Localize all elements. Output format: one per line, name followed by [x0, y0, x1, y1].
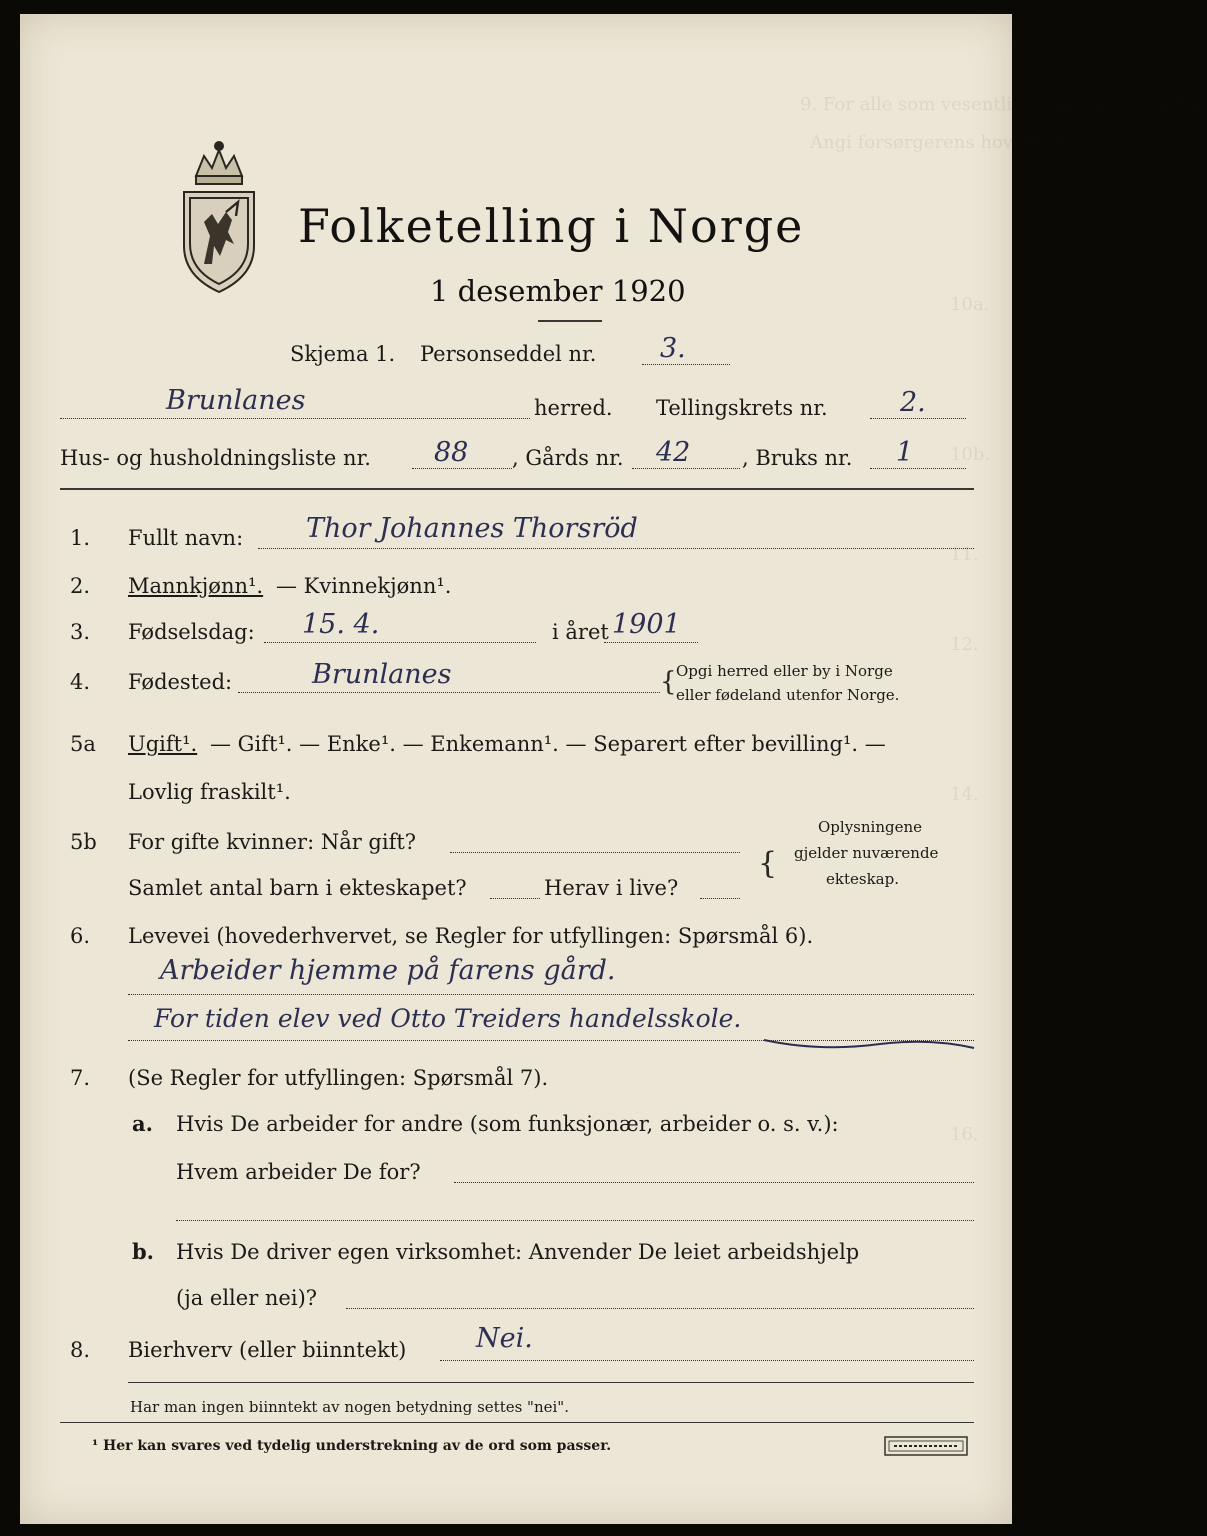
q5b-number: 5b	[70, 830, 97, 854]
gards-value[interactable]: 42	[656, 437, 691, 468]
q5b-note-2: gjelder nuværende	[794, 844, 939, 862]
q6-number: 6.	[70, 924, 91, 948]
bruks-label: , Bruks nr.	[742, 446, 853, 470]
birth-day-value[interactable]: 15. 4.	[302, 609, 380, 640]
q7a-label: a.	[132, 1111, 153, 1136]
birth-year-value[interactable]: 1901	[612, 609, 681, 640]
handwritten-underline	[760, 1032, 980, 1054]
q8-number: 8.	[70, 1338, 91, 1362]
sex-male-option[interactable]: Mannkjønn¹.	[128, 574, 264, 598]
herred-value[interactable]: Brunlanes	[166, 385, 306, 416]
q1-number: 1.	[70, 526, 91, 550]
q2-number: 2.	[70, 574, 91, 598]
full-name-value[interactable]: Thor Johannes Thorsröd	[306, 513, 638, 544]
footnote: ¹ Her kan svares ved tydelig understrekning av de ord som passer.	[92, 1438, 612, 1454]
q7b-label: b.	[132, 1239, 154, 1264]
q7b-question: (ja eller nei)?	[176, 1286, 318, 1310]
side-income-value[interactable]: Nei.	[476, 1323, 533, 1354]
form-title: Folketelling i Norge	[298, 199, 805, 253]
q7a-text: Hvis De arbeider for andre (som funksjonær, arbeider o. s. v.):	[176, 1112, 839, 1136]
herred-label: herred.	[534, 396, 613, 420]
note-brace: {	[660, 667, 677, 697]
q3-number: 3.	[70, 620, 91, 644]
bruks-value[interactable]: 1	[896, 437, 914, 468]
q7b-text: Hvis De driver egen virksomhet: Anvender De leiet arbeidshjelp	[176, 1240, 860, 1264]
q1-label: Fullt navn:	[128, 526, 244, 550]
personseddel-value[interactable]: 3.	[660, 333, 686, 364]
occupation-answer-line-1[interactable]: Arbeider hjemme på farens gård.	[160, 955, 616, 986]
q4-label: Fødested:	[128, 670, 233, 694]
personseddel-label: Personseddel nr.	[420, 342, 597, 366]
hus-label: Hus- og husholdningsliste nr.	[60, 446, 371, 470]
printer-stamp-icon	[884, 1436, 968, 1456]
q7a-question: Hvem arbeider De for?	[176, 1160, 421, 1184]
gards-label: , Gårds nr.	[512, 446, 624, 470]
q7-label: (Se Regler for utfyllingen: Spørsmål 7).	[128, 1066, 549, 1090]
census-date: 1 desember 1920	[430, 274, 686, 308]
q5b-children-label: Samlet antal barn i ekteskapet?	[128, 876, 467, 900]
q5b-alive-label: Herav i live?	[544, 876, 679, 900]
year-label: i året	[552, 620, 609, 644]
q5b-note-1: Oplysningene	[818, 818, 923, 836]
q8-label: Bierhverv (eller biinntekt)	[128, 1338, 407, 1362]
birthplace-note-2: eller fødeland utenfor Norge.	[676, 686, 900, 704]
q5b-brace: {	[758, 846, 778, 881]
q7-number: 7.	[70, 1066, 91, 1090]
q6-label: Levevei (hovederhvervet, se Regler for utfyllingen: Spørsmål 6).	[128, 924, 814, 948]
sex-female-option[interactable]: — Kvinnekjønn¹.	[276, 574, 452, 598]
birthplace-note-1: Opgi herred eller by i Norge	[676, 662, 893, 680]
occupation-answer-line-2[interactable]: For tiden elev ved Otto Treiders handelsskole.	[154, 1004, 742, 1033]
hus-value[interactable]: 88	[434, 437, 469, 468]
birthplace-value[interactable]: Brunlanes	[312, 659, 452, 690]
title-divider	[538, 320, 602, 322]
q5b-note-3: ekteskap.	[826, 870, 899, 888]
schema-label: Skjema 1.	[290, 342, 396, 366]
tellingskrets-label: Tellingskrets nr.	[656, 396, 828, 420]
census-form-page: 9. For alle som vesentlig forsørges av andre: Angi forsørgerens hovederhverv 10a. 10b. 11. 12. 14. 16. Folketelling i Norge 1 desember 1920 Skjema 1. Personseddel nr. 3. Brunlanes herred. Tellingskrets nr. 2. Hus- og husholdningsliste nr. 88 , Gårds nr. 42 , Bruks nr. 1 1. Fullt navn: Thor Johannes Thorsröd 2. Mannkjønn¹. — Kvinnekjønn¹. 3. Fødselsdag: 15. 4. i året 1901 4. Fødested: Brunlanes { Opgi herred eller by i Norge eller fødeland utenfor Norge. 5a Ugift¹. — Gift¹. — Enke¹. — Enkemann¹. — Separert efter bevilling¹. — Lovlig fraskilt¹. 5b For gifte kvinner: Når gift? Samlet antal barn i ekteskapet? Herav i live? { Oplysningene gjelder nuværende ekteskap. 6. Levevei (hovederhvervet, se Regler for utfyllingen: Spørsmål 6). Arbeider hjemme på farens gård. For tiden elev ved Otto Treiders handelsskole. 7. (Se Regler for utfyllingen: Spørsmål 7). a. Hvis De arbeider for andre (som funksjonær, arbeider o. s. v.): Hvem arbeider De for? b. Hvis De driver egen virksomhet: Anvender De leiet arbeidshjelp (ja eller nei)? 8. Bierhverv (eller biinntekt) Nei. Har man ingen biinntekt av nogen betydning settes "nei". ¹ Her kan svares ved tydelig understrekning av de ord som passer.	[20, 14, 1012, 1524]
status-unmarried-option[interactable]: Ugift¹.	[128, 732, 198, 756]
q5a-number: 5a	[70, 732, 96, 756]
status-divorced-option[interactable]: Lovlig fraskilt¹.	[128, 780, 291, 804]
header-rule	[60, 488, 974, 490]
q4-number: 4.	[70, 670, 91, 694]
q3-label: Fødselsdag:	[128, 620, 255, 644]
tellingskrets-value[interactable]: 2.	[900, 387, 926, 418]
q5b-married-when-label: For gifte kvinner: Når gift?	[128, 830, 417, 854]
coat-of-arms-icon	[174, 136, 264, 298]
status-other-options[interactable]: — Gift¹. — Enke¹. — Enkemann¹. — Separert efter bevilling¹. —	[210, 732, 886, 756]
side-income-note: Har man ingen biinntekt av nogen betydning settes "nei".	[130, 1398, 569, 1416]
